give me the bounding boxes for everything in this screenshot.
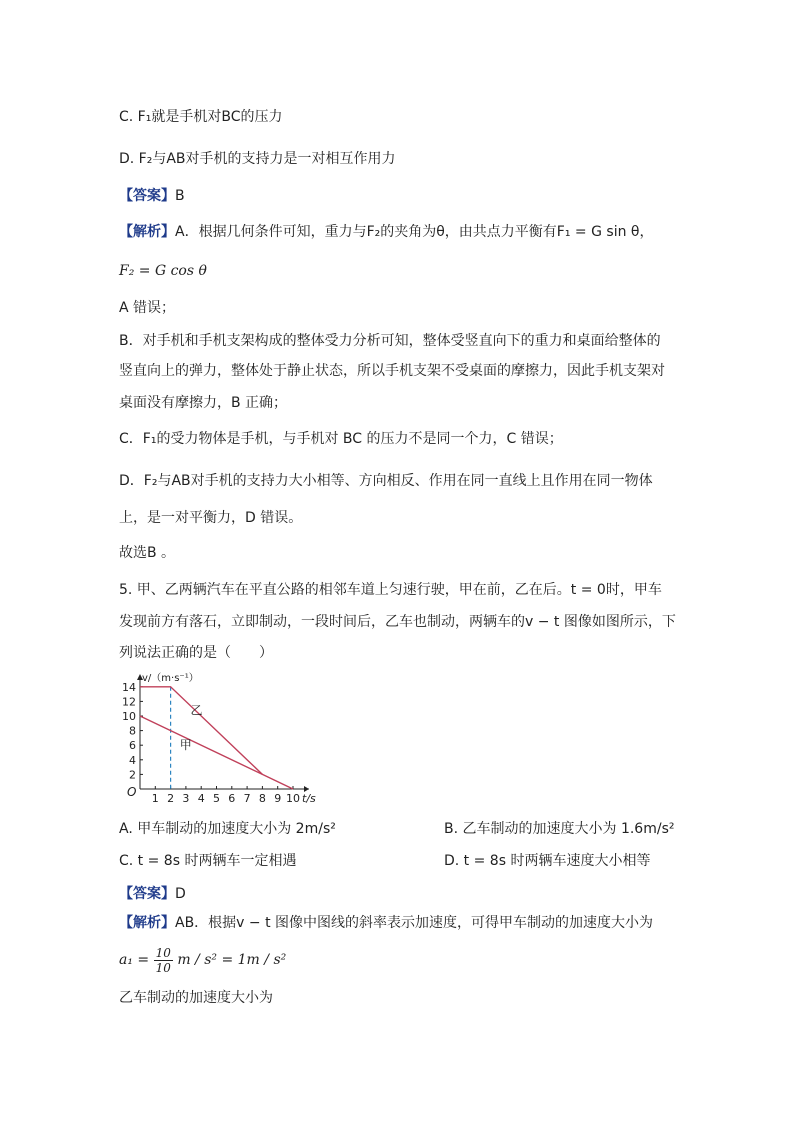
analysis-1-c: C．F₁的受力物体是手机，与手机对 BC 的压力不是同一个力，C 错误；: [119, 431, 563, 447]
vt-chart: [118, 668, 328, 808]
x-tick-label: 4: [197, 792, 205, 805]
analysis-2-line-3: 乙车制动的加速度大小为: [119, 990, 273, 1006]
eq-numerator: 10: [155, 945, 171, 960]
y-axis-label: v/（m·s⁻¹）: [142, 673, 199, 684]
question-5-line-3: 列说法正确的是（ ）: [119, 645, 273, 661]
question-5-line-2: 发现前方有落石，立即制动，一段时间后，乙车也制动，两辆车的v − t 图像如图所示，下: [119, 614, 676, 630]
answer-1: [119, 186, 185, 206]
y-tick-label: 2: [129, 768, 136, 782]
x-tick-label: 3: [182, 792, 190, 805]
y-tick-label: 10: [122, 710, 136, 723]
answer-value: B: [175, 188, 185, 204]
answer-label: 【答案】: [119, 886, 175, 902]
y-tick-label: 4: [129, 753, 136, 767]
x-tick-label: 8: [258, 792, 266, 805]
analysis-text: A．根据几何条件可知，重力与F₂的夹角为θ，由共点力平衡有F₁ = G sin θ，: [175, 224, 654, 240]
analysis-1-a2: F₂ = G cos θ: [119, 263, 207, 279]
series-label-yi: 乙: [190, 703, 203, 718]
q5-option-b: B. 乙车制动的加速度大小为 1.6m/s²: [444, 821, 675, 837]
x-tick-label: 1: [151, 792, 159, 805]
analysis-1-d1: D．F₂与AB对手机的支持力大小相等、方向相反、作用在同一直线上且作用在同一物体: [119, 473, 653, 489]
origin-label: O: [127, 785, 137, 799]
eq-rhs: m / s² = 1m / s²: [177, 952, 287, 968]
q5-option-d: D. t = 8s 时两辆车速度大小相等: [444, 853, 651, 869]
series-label-jia: 甲: [179, 737, 192, 752]
analysis-1-b2: 竖直向上的弹力，整体处于静止状态，所以手机支架不受桌面的摩擦力，因此手机支架对: [119, 363, 665, 379]
analysis-1-a3: A 错误；: [119, 300, 176, 316]
analysis-1-a: [119, 222, 653, 242]
answer-value: D: [175, 886, 186, 902]
x-tick-label: 9: [274, 792, 282, 805]
option-c: C. F₁就是手机对BC的压力: [119, 109, 283, 125]
eq-lhs: a₁ =: [119, 952, 150, 968]
eq-denominator: 10: [155, 960, 171, 975]
question-5-line-1: 5. 甲、乙两辆汽车在平直公路的相邻车道上匀速行驶，甲在前，乙在后。t = 0时，甲车: [119, 582, 662, 598]
x-axis-label: t/s: [302, 792, 316, 805]
y-tick-label: 14: [122, 680, 136, 694]
option-d: D. F₂与AB对手机的支持力是一对相互作用力: [119, 151, 396, 167]
x-tick-label: 10: [286, 792, 300, 805]
q5-option-a: A. 甲车制动的加速度大小为 2m/s²: [119, 821, 336, 837]
x-tick-label: 7: [243, 792, 251, 805]
y-tick-label: 12: [122, 695, 136, 709]
x-tick-label: 6: [228, 792, 236, 805]
q5-option-c: C. t = 8s 时两辆车一定相遇: [119, 853, 297, 869]
eq-fraction: [154, 946, 173, 975]
series-yi-line: [140, 687, 262, 775]
analysis-label: 【解析】: [119, 915, 175, 931]
analysis-1-d2: 上，是一对平衡力，D 错误。: [119, 510, 303, 526]
analysis-2-line-1: [119, 913, 653, 933]
series-jia-line: [140, 716, 293, 789]
answer-2: [119, 884, 186, 904]
answer-label: 【答案】: [119, 188, 175, 204]
analysis-1-b3: 桌面没有摩擦力，B 正确；: [119, 395, 288, 411]
analysis-1-b1: B．对手机和手机支架构成的整体受力分析可知，整体受竖直向下的重力和桌面给整体的: [119, 333, 661, 349]
x-tick-label: 2: [167, 792, 175, 805]
x-tick-label: 5: [213, 792, 220, 805]
analysis-text: AB．根据v − t 图像中图线的斜率表示加速度，可得甲车制动的加速度大小为: [175, 915, 654, 931]
y-tick-label: 8: [129, 724, 136, 738]
y-tick-label: 6: [129, 739, 136, 753]
analysis-label: 【解析】: [119, 224, 175, 240]
analysis-2-equation: [119, 944, 286, 976]
conclusion-1: 故选B 。: [119, 545, 176, 561]
